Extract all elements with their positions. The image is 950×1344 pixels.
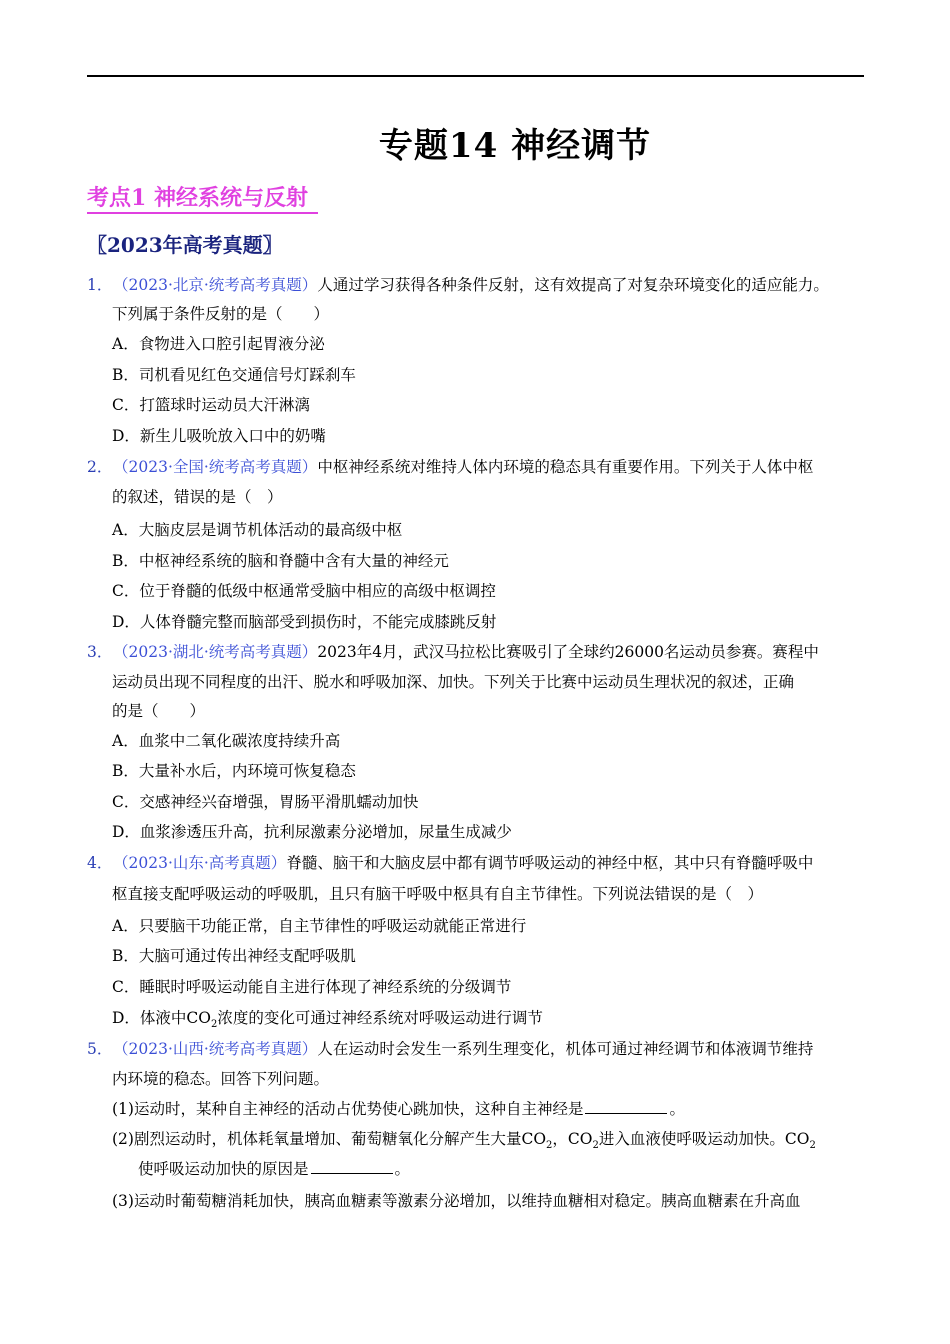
question-1-line2: 下列属于条件反射的是（ ）: [112, 305, 330, 323]
question-3-line3: 的是（ ）: [112, 702, 206, 720]
question-2-line1: [87, 452, 813, 482]
q4-option-c: C．睡眠时呼吸运动能自主进行体现了神经系统的分级调节: [112, 978, 512, 996]
subscript: 2: [592, 1140, 599, 1152]
q1-option-d: D．新生儿吸吮放入口中的奶嘴: [112, 427, 326, 445]
sub-text: 进入血液使呼吸运动加快。CO: [598, 1130, 810, 1148]
q1-option-a: A．食物进入口腔引起胃液分泌: [112, 335, 325, 353]
question-5-line1: [87, 1034, 813, 1064]
option-text: D．体液中CO: [112, 1009, 211, 1027]
q2-option-b: B．中枢神经系统的脑和脊髓中含有大量的神经元: [112, 552, 449, 570]
year-heading: 〖2023年高考真题〗: [87, 233, 283, 257]
sub-text: 。: [669, 1100, 685, 1118]
q1-option-b: B．司机看见红色交通信号灯踩刹车: [112, 366, 356, 384]
question-4-line2: 枢直接支配呼吸运动的呼吸肌，且只有脑干呼吸中枢具有自主节律性。下列说法错误的是（ ）: [112, 885, 764, 903]
q2-option-d: D．人体脊髓完整而脑部受到损伤时，不能完成膝跳反射: [112, 613, 497, 631]
q2-option-c: C．位于脊髓的低级中枢通常受脑中相应的高级中枢调控: [112, 582, 496, 600]
subscript: 2: [809, 1140, 816, 1152]
q3-option-c: C．交感神经兴奋增强，胃肠平滑肌蠕动加快: [112, 793, 419, 811]
sub-text: ，CO: [552, 1130, 593, 1148]
q3-option-b: B．大量补水后，内环境可恢复稳态: [112, 762, 356, 780]
page-title: 专题14 神经调节: [378, 126, 652, 166]
sub-text: 。: [394, 1160, 411, 1178]
question-number: 2．: [87, 458, 113, 476]
question-number: 5．: [87, 1040, 113, 1058]
question-stem: 人通过学习获得各种条件反射，这有效提高了对复杂环境变化的适应能力。: [317, 276, 829, 294]
question-stem: 脊髓、脑干和大脑皮层中都有调节呼吸运动的神经中枢，其中只有脊髓呼吸中: [286, 854, 814, 872]
question-2-line2: 的叙述，错误的是（ ）: [112, 488, 283, 506]
question-4-line1: [87, 848, 813, 878]
question-source: （2023·山东·高考真题）: [113, 854, 287, 872]
sub-text: (1)运动时，某种自主神经的活动占优势使心跳加快，这种自主神经是: [112, 1100, 584, 1118]
q5-sub1: [112, 1094, 685, 1124]
subscript: 2: [546, 1140, 553, 1152]
q5-sub2-line2: [138, 1154, 410, 1184]
option-text: 浓度的变化可通过神经系统对呼吸运动进行调节: [217, 1009, 543, 1027]
question-number: 4．: [87, 854, 113, 872]
question-stem: 2023年4月，武汉马拉松比赛吸引了全球约26000名运动员参赛。赛程中: [317, 643, 819, 661]
question-stem: 人在运动时会发生一系列生理变化，机体可通过神经调节和体液调节维持: [317, 1040, 814, 1058]
header-rule: [87, 75, 864, 77]
q5-sub3: (3)运动时葡萄糖消耗加快，胰高血糖素等激素分泌增加，以维持血糖相对稳定。胰高血糖素在升高血: [112, 1192, 801, 1210]
question-source: （2023·湖北·统考高考真题）: [113, 643, 318, 661]
sub-text: 使呼吸运动加快的原因是: [138, 1160, 309, 1178]
subscript: 2: [211, 1019, 218, 1031]
answer-blank[interactable]: [311, 1159, 393, 1174]
question-number: 1．: [87, 276, 113, 294]
q4-option-a: A．只要脑干功能正常，自主节律性的呼吸运动就能正常进行: [112, 917, 527, 935]
q4-option-b: B．大脑可通过传出神经支配呼吸肌: [112, 947, 356, 965]
question-3-line1: [87, 637, 819, 667]
question-number: 3．: [87, 643, 113, 661]
question-source: （2023·北京·统考高考真题）: [113, 276, 318, 294]
q2-option-a: A．大脑皮层是调节机体活动的最高级中枢: [112, 521, 403, 539]
q1-option-c: C．打篮球时运动员大汗淋漓: [112, 396, 310, 414]
question-source: （2023·全国·统考高考真题）: [113, 458, 318, 476]
question-source: （2023·山西·统考高考真题）: [113, 1040, 318, 1058]
question-3-line2: 运动员出现不同程度的出汗、脱水和呼吸加深、加快。下列关于比赛中运动员生理状况的叙述，正确: [112, 673, 795, 691]
sub-text: (2)剧烈运动时，机体耗氧量增加、葡萄糖氧化分解产生大量CO: [112, 1130, 547, 1148]
section-heading: 考点1 神经系统与反射: [87, 184, 318, 214]
answer-blank[interactable]: [585, 1099, 667, 1114]
q3-option-a: A．血浆中二氧化碳浓度持续升高: [112, 732, 341, 750]
q3-option-d: D．血浆渗透压升高，抗利尿激素分泌增加，尿量生成减少: [112, 823, 512, 841]
question-5-line2: 内环境的稳态。回答下列问题。: [112, 1070, 330, 1088]
question-stem: 中枢神经系统对维持人体内环境的稳态具有重要作用。下列关于人体中枢: [317, 458, 814, 476]
question-1-line1: [87, 270, 829, 300]
